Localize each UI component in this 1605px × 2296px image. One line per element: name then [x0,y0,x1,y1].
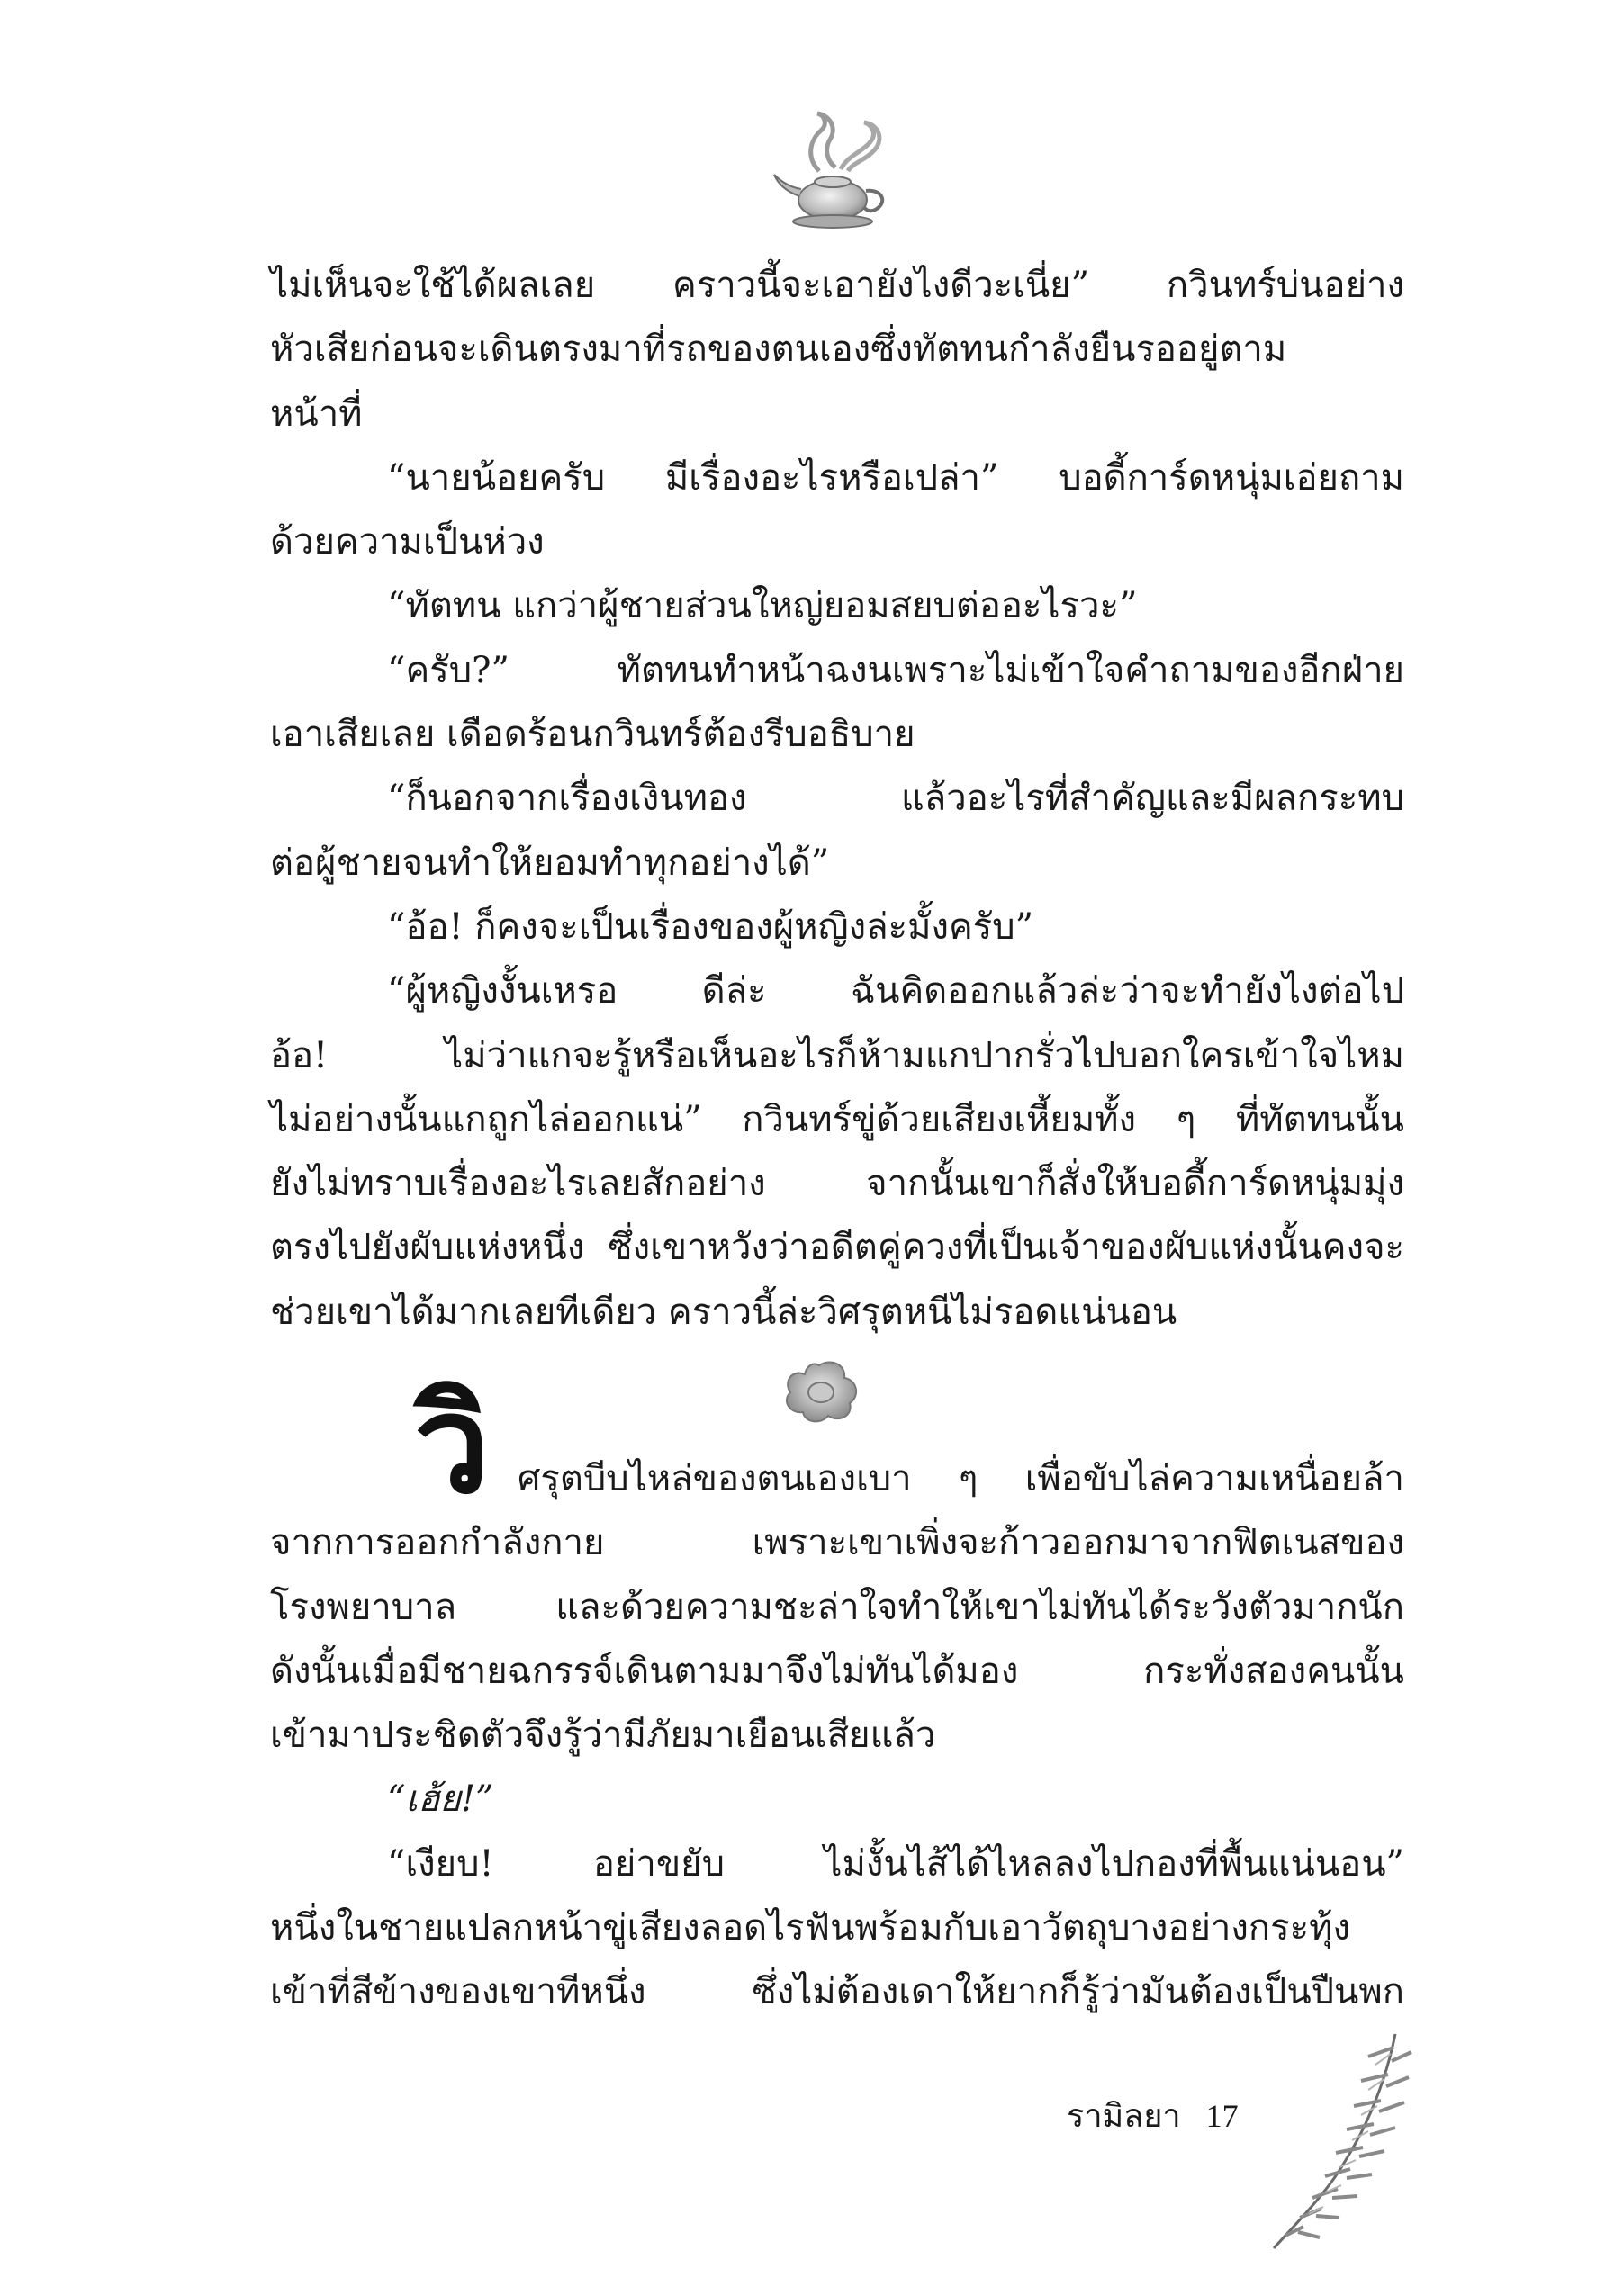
text-line: ต่อผู้ชายจนทำให้ยอมทำทุกอย่างได้” [270,842,830,884]
text-line: “เฮ้ย!” [387,1778,494,1821]
text-line: ตรงไปยังผับแห่งหนึ่ง ซึ่งเขาหวังว่าอดีตคู่ควงที่เป็นเจ้าของผับแห่งนั้นคงจะ [270,1227,1404,1269]
text-line: เข้าที่สีข้างของเขาทีหนึ่ง ซึ่งไม่ต้องเดาให้ยากก็รู้ว่ามันต้องเป็นปืนพก [270,1971,1404,2013]
text-line: อ้อ! ไม่ว่าแกจะรู้หรือเห็นอะไรก็ห้ามแกปากรั่วไปบอกใครเข้าใจไหม [270,1034,1404,1076]
text-line: ดังนั้นเมื่อมีชายฉกรรจ์เดินตามมาจึงไม่ทันได้มอง กระทั่งสองคนนั้น [270,1650,1404,1692]
text-line: โรงพยาบาล และด้วยความชะล่าใจทำให้เขาไม่ทันได้ระวังตัวมากนัก [270,1586,1404,1628]
text-line: “ก็นอกจากเรื่องเงินทอง แล้วอะไรที่สำคัญและมีผลกระทบ [387,778,1404,820]
text-line: ด้วยความเป็นห่วง [270,521,545,563]
text-line: เอาเสียเลย เดือดร้อนกวินทร์ต้องรีบอธิบาย [270,714,915,756]
text-line: หัวเสียก่อนจะเดินตรงมาที่รถของตนเองซึ่งทัตทนกำลังยืนรออยู่ตาม [270,329,1287,371]
page-footer [1067,2090,1239,2141]
story-text-top [270,254,1404,1345]
page-number: 17 [1205,2098,1239,2134]
text-line: “ผู้หญิงงั้นเหรอ ดีล่ะ ฉันคิดออกแล้วล่ะว่าจะทำยังไงต่อไป [387,970,1404,1013]
text-line: “เงียบ! อย่าขยับ ไม่งั้นไส้ได้ไหลลงไปกองที่พื้นแน่นอน” [387,1842,1404,1885]
text-line: หนึ่งในชายแปลกหน้าขู่เสียงลอดไรฟันพร้อมกับเอาวัตถุบางอย่างกระทุ้ง [270,1907,1350,1949]
dropcap-rest: ศรุตบีบไหล่ของตนเองเบา ๆ เพื่อขับไล่ความเหนื่อยล้า [518,1458,1404,1499]
text-line: ไม่เห็นจะใช้ได้ผลเลย คราวนี้จะเอายังไงดีวะเนี่ย” กวินทร์บ่นอย่าง [270,265,1404,306]
teapot-ornament-icon [765,108,900,243]
text-line: “นายน้อยครับ มีเรื่องอะไรหรือเปล่า” บอดี้การ์ดหนุ่มเอ่ยถาม [387,456,1404,499]
text-line: ช่วยเขาได้มากเลยทีเดียว คราวนี้ล่ะวิศรุตหนีไม่รอดแน่นอน [270,1291,1177,1333]
book-title: รามิลยา [1067,2097,1181,2134]
story-text-bottom [270,1365,1404,2025]
feather-leaf-icon [1260,2025,1422,2259]
drop-cap: วิ [414,1365,491,1524]
text-line: ไม่อย่างนั้นแกถูกไล่ออกแน่” กวินทร์ขู่ด้วยเสียงเหี้ยมทั้ง ๆ ที่ทัตทนนั้น [270,1098,1404,1140]
dropcap-line [270,1365,1404,1524]
text-line: เข้ามาประชิดตัวจึงรู้ว่ามีภัยมาเยือนเสียแล้ว [270,1715,936,1757]
text-line: “อ้อ! ก็คงจะเป็นเรื่องของผู้หญิงล่ะมั้งครับ” [387,905,1034,948]
text-line: ยังไม่ทราบเรื่องอะไรเลยสักอย่าง จากนั้นเขาก็สั่งให้บอดี้การ์ดหนุ่มมุ่ง [270,1163,1404,1205]
text-line: “ทัตทน แกว่าผู้ชายส่วนใหญ่ยอมสยบต่ออะไรวะ” [387,585,1138,627]
text-line: หน้าที่ [270,392,363,435]
flower-divider-icon [774,1355,864,1427]
text-line: “ครับ?” ทัตทนทำหน้าฉงนเพราะไม่เข้าใจคำถามของอีกฝ่าย [387,649,1404,691]
text-line: จากการออกกำลังกาย เพราะเขาเพิ่งจะก้าวออกมาจากฟิตเนสของ [270,1522,1404,1564]
